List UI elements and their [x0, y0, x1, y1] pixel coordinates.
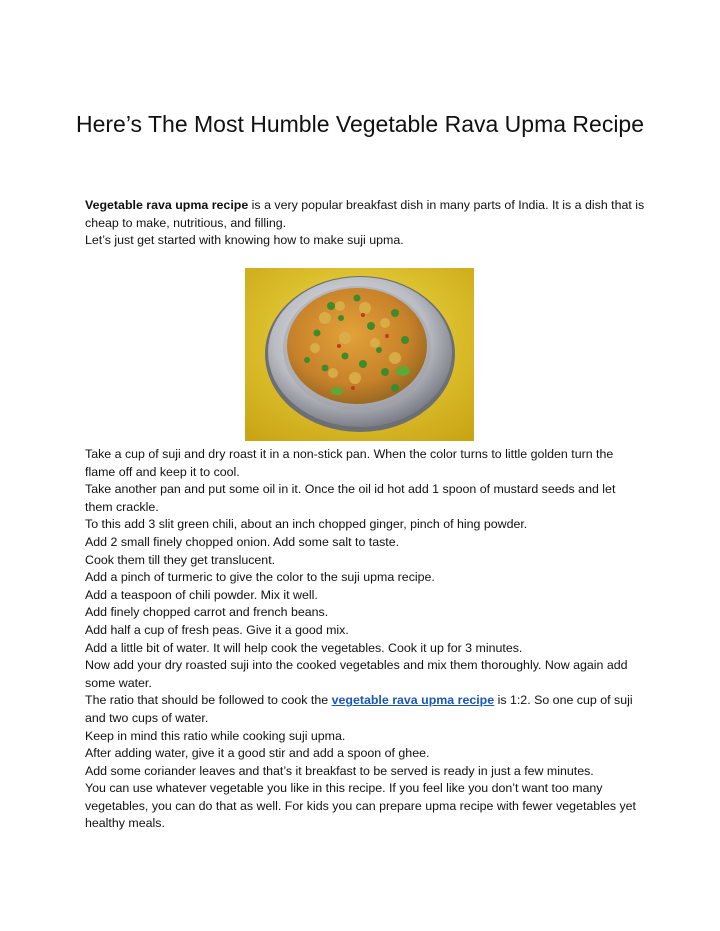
step-line: Add a pinch of turmeric to give the color to the suji upma recipe. [85, 570, 435, 585]
intro-bold-lead: Vegetable rava upma recipe [85, 198, 249, 212]
step-line: Now add your dry roasted suji into the cooked vegetables and mix them thoroughly. Now again add some water. [85, 658, 628, 690]
ratio-before: The ratio that should be followed to cook the [85, 693, 332, 708]
step-line: To this add 3 slit green chili, about an inch chopped ginger, pinch of hing powder. [85, 517, 528, 532]
upma-plate-illustration [245, 268, 474, 441]
intro-paragraph [85, 197, 645, 250]
recipe-steps [85, 446, 645, 833]
step-line: Take a cup of suji and dry roast it in a non-stick pan. When the color turns to little golden turn the flame off and keep it to cool. [85, 447, 614, 479]
step-line: Add a little bit of water. It will help cook the vegetables. Cook it up for 3 minutes. [85, 640, 523, 655]
step-line: Add some coriander leaves and that’s it breakfast to be served is ready in just a few minutes. [85, 763, 594, 778]
ratio-after: is 1:2. So one cup of suji and two cups of water. [85, 693, 633, 725]
step-line: Add finely chopped carrot and french beans. [85, 605, 329, 620]
intro-line [85, 197, 645, 232]
step-line: Cook them till they get translucent. [85, 552, 276, 567]
upma-photo [245, 268, 474, 441]
intro-line-2: Let’s just get started with knowing how to make suji upma. [85, 233, 404, 248]
recipe-link[interactable]: vegetable rava upma recipe [331, 693, 495, 708]
ratio-line [85, 692, 645, 727]
step-line: Keep in mind this ratio while cooking suji upma. [85, 728, 346, 743]
step-line: Add 2 small finely chopped onion. Add some salt to taste. [85, 534, 400, 549]
page-title: Here’s The Most Humble Vegetable Rava Upma Recipe [75, 111, 645, 137]
step-line: You can use whatever vegetable you like in this recipe. If you feel like you don’t want too many vegetables, you can do that as well. For kids you can prepare upma recipe with fewer vegetables yet healthy meals. [85, 781, 636, 831]
step-line: Take another pan and put some oil in it. Once the oil id hot add 1 spoon of mustard seeds and let them crackle. [85, 482, 616, 514]
step-line: Add a teaspoon of chili powder. Mix it well. [85, 587, 318, 602]
intro-lead-rest: is a very popular breakfast dish in many parts of India. It is a dish that is cheap to make, nutritious, and filling. [85, 198, 645, 230]
step-line: Add half a cup of fresh peas. Give it a good mix. [85, 622, 349, 637]
step-line: After adding water, give it a good stir and add a spoon of ghee. [85, 746, 430, 761]
